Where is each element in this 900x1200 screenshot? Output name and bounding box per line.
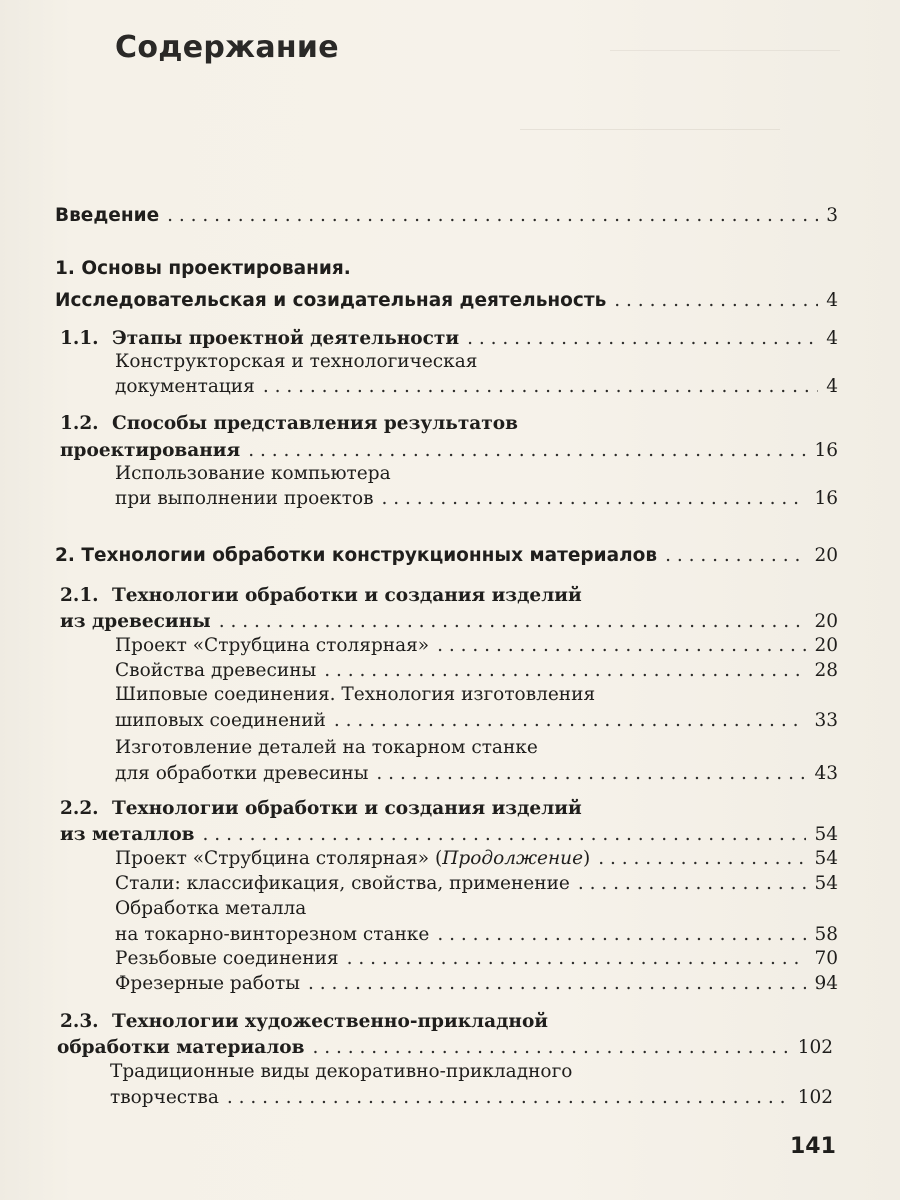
toc-page-number: 3	[826, 205, 838, 226]
leader-dots	[334, 710, 807, 731]
toc-entry-2-3[interactable]	[57, 1037, 833, 1058]
toc-page-number: 54	[814, 824, 838, 845]
toc-entry-1-1[interactable]	[60, 328, 838, 349]
section-title-line1: Технологии обработки и создания изделий	[112, 798, 582, 819]
toc-page-number: 58	[814, 924, 838, 945]
section-number: 1.1.	[60, 328, 99, 349]
page-number: 141	[790, 1134, 836, 1159]
subsection-title-line1: Традиционные виды декоративно-прикладного	[110, 1061, 573, 1082]
toc-entry-2-2-item[interactable]	[115, 924, 838, 945]
toc-page-number: 94	[814, 973, 838, 994]
toc-page-number: 28	[814, 660, 838, 681]
subsection-title: шиповых соединений	[115, 710, 326, 731]
section-title: обработки материалов	[57, 1037, 305, 1058]
toc-entry-2-2[interactable]	[60, 824, 838, 845]
section-title: из древесины	[60, 611, 211, 632]
toc-entry-2-2-item[interactable]	[115, 848, 838, 869]
subsection-title: Стали: классификация, свойства, применение	[115, 873, 570, 894]
toc-page-number: 70	[814, 948, 838, 969]
bleed-through-mark	[520, 115, 780, 130]
subsection-title: Резьбовые соединения	[115, 948, 339, 969]
toc-page-number: 102	[797, 1037, 833, 1058]
toc-page-number: 4	[826, 376, 838, 397]
leader-dots	[382, 488, 807, 509]
leader-dots	[598, 848, 806, 869]
leader-dots	[203, 824, 807, 845]
toc-entry-2-2-item[interactable]	[115, 873, 838, 894]
section-number: 1.2.	[60, 413, 99, 434]
subsection-title: на токарно-винторезном станке	[115, 924, 430, 945]
leader-dots	[347, 948, 807, 969]
toc-page-number: 43	[814, 763, 838, 784]
subsection-title: для обработки древесины	[115, 763, 369, 784]
toc-page-number: 16	[814, 440, 838, 461]
section-number: 2.2.	[60, 798, 99, 819]
subsection-title: Фрезерные работы	[115, 973, 301, 994]
toc-page-number: 54	[814, 873, 838, 894]
leader-dots	[308, 973, 806, 994]
section-title-line1: Технологии художественно-прикладной	[112, 1011, 549, 1032]
subsection-title: документация	[115, 376, 255, 397]
toc-entry-1-2[interactable]	[60, 440, 838, 461]
leader-dots	[665, 545, 806, 566]
toc-entry-2-2-item[interactable]	[115, 948, 838, 969]
subsection-title-line1: Изготовление деталей на токарном станке	[115, 737, 538, 758]
subsection-title: Свойства древесины	[115, 660, 317, 681]
leader-dots	[227, 1087, 790, 1108]
section-title: из металлов	[60, 824, 195, 845]
subsection-title-line1: Использование компьютера	[115, 463, 391, 484]
subsection-title-line1: Обработка металла	[115, 898, 307, 919]
section-title: проектирования	[60, 440, 241, 461]
subsection-title: при выполнении проектов	[115, 488, 374, 509]
page-title: Содержание	[115, 30, 339, 65]
chapter-2-title: 2. Технологии обработки конструкционных материалов	[55, 545, 658, 566]
toc-page-number: 102	[797, 1087, 833, 1108]
leader-dots	[167, 205, 818, 226]
chapter-1-title-line1: 1. Основы проектирования.	[55, 258, 351, 279]
section-title-line1: Способы представления результатов	[112, 413, 518, 434]
leader-dots	[312, 1037, 789, 1058]
toc-page-number: 20	[814, 545, 838, 566]
toc-page-number: 54	[814, 848, 838, 869]
toc-entry-2-2-item[interactable]	[115, 973, 838, 994]
toc-entry-2-1[interactable]	[60, 611, 838, 632]
leader-dots	[248, 440, 806, 461]
leader-dots	[219, 611, 807, 632]
leader-dots	[437, 924, 806, 945]
leader-dots	[578, 873, 807, 894]
toc-page-number: 33	[814, 710, 838, 731]
toc-page-number: 4	[826, 290, 838, 311]
leader-dots	[467, 328, 818, 349]
leader-dots	[324, 660, 806, 681]
subsection-title-line1: Конструкторская и технологическая	[115, 351, 478, 372]
subsection-title: творчества	[110, 1087, 219, 1108]
section-title-line1: Технологии обработки и создания изделий	[112, 585, 582, 606]
toc-page-number: 20	[814, 635, 838, 656]
subsection-title-italic: Продолжение	[442, 848, 584, 869]
toc-entry-1-2-sub[interactable]	[115, 488, 838, 509]
toc-entry-1-1-sub[interactable]	[115, 376, 838, 397]
toc-entry-chapter-1[interactable]	[55, 290, 838, 311]
toc-entry-chapter-2[interactable]	[55, 545, 838, 566]
toc-page-number: 20	[814, 611, 838, 632]
leader-dots	[614, 290, 818, 311]
leader-dots	[437, 635, 806, 656]
chapter-1-title-line2: Исследовательская и созидательная деятельность	[55, 290, 607, 311]
section-number: 2.3.	[60, 1011, 99, 1032]
toc-page-number: 16	[814, 488, 838, 509]
toc-entry-2-1-item[interactable]	[115, 763, 838, 784]
toc-entry-intro[interactable]	[55, 205, 838, 226]
toc-entry-2-3-item[interactable]	[110, 1087, 833, 1108]
subsection-title-line1: Шиповые соединения. Технология изготовления	[115, 684, 596, 705]
subsection-title: Проект «Струбцина столярная» (Продолжение)	[115, 848, 591, 869]
toc-entry-2-1-item[interactable]	[115, 635, 838, 656]
toc-page-number: 4	[826, 328, 838, 349]
leader-dots	[263, 376, 818, 397]
toc-entry-title: Введение	[55, 205, 160, 226]
subsection-title: Проект «Струбцина столярная»	[115, 635, 430, 656]
toc-entry-2-1-item[interactable]	[115, 710, 838, 731]
leader-dots	[376, 763, 806, 784]
toc-entry-2-1-item[interactable]	[115, 660, 838, 681]
section-title: Этапы проектной деятельности	[112, 328, 460, 349]
bleed-through-mark	[610, 40, 840, 51]
section-number: 2.1.	[60, 585, 99, 606]
